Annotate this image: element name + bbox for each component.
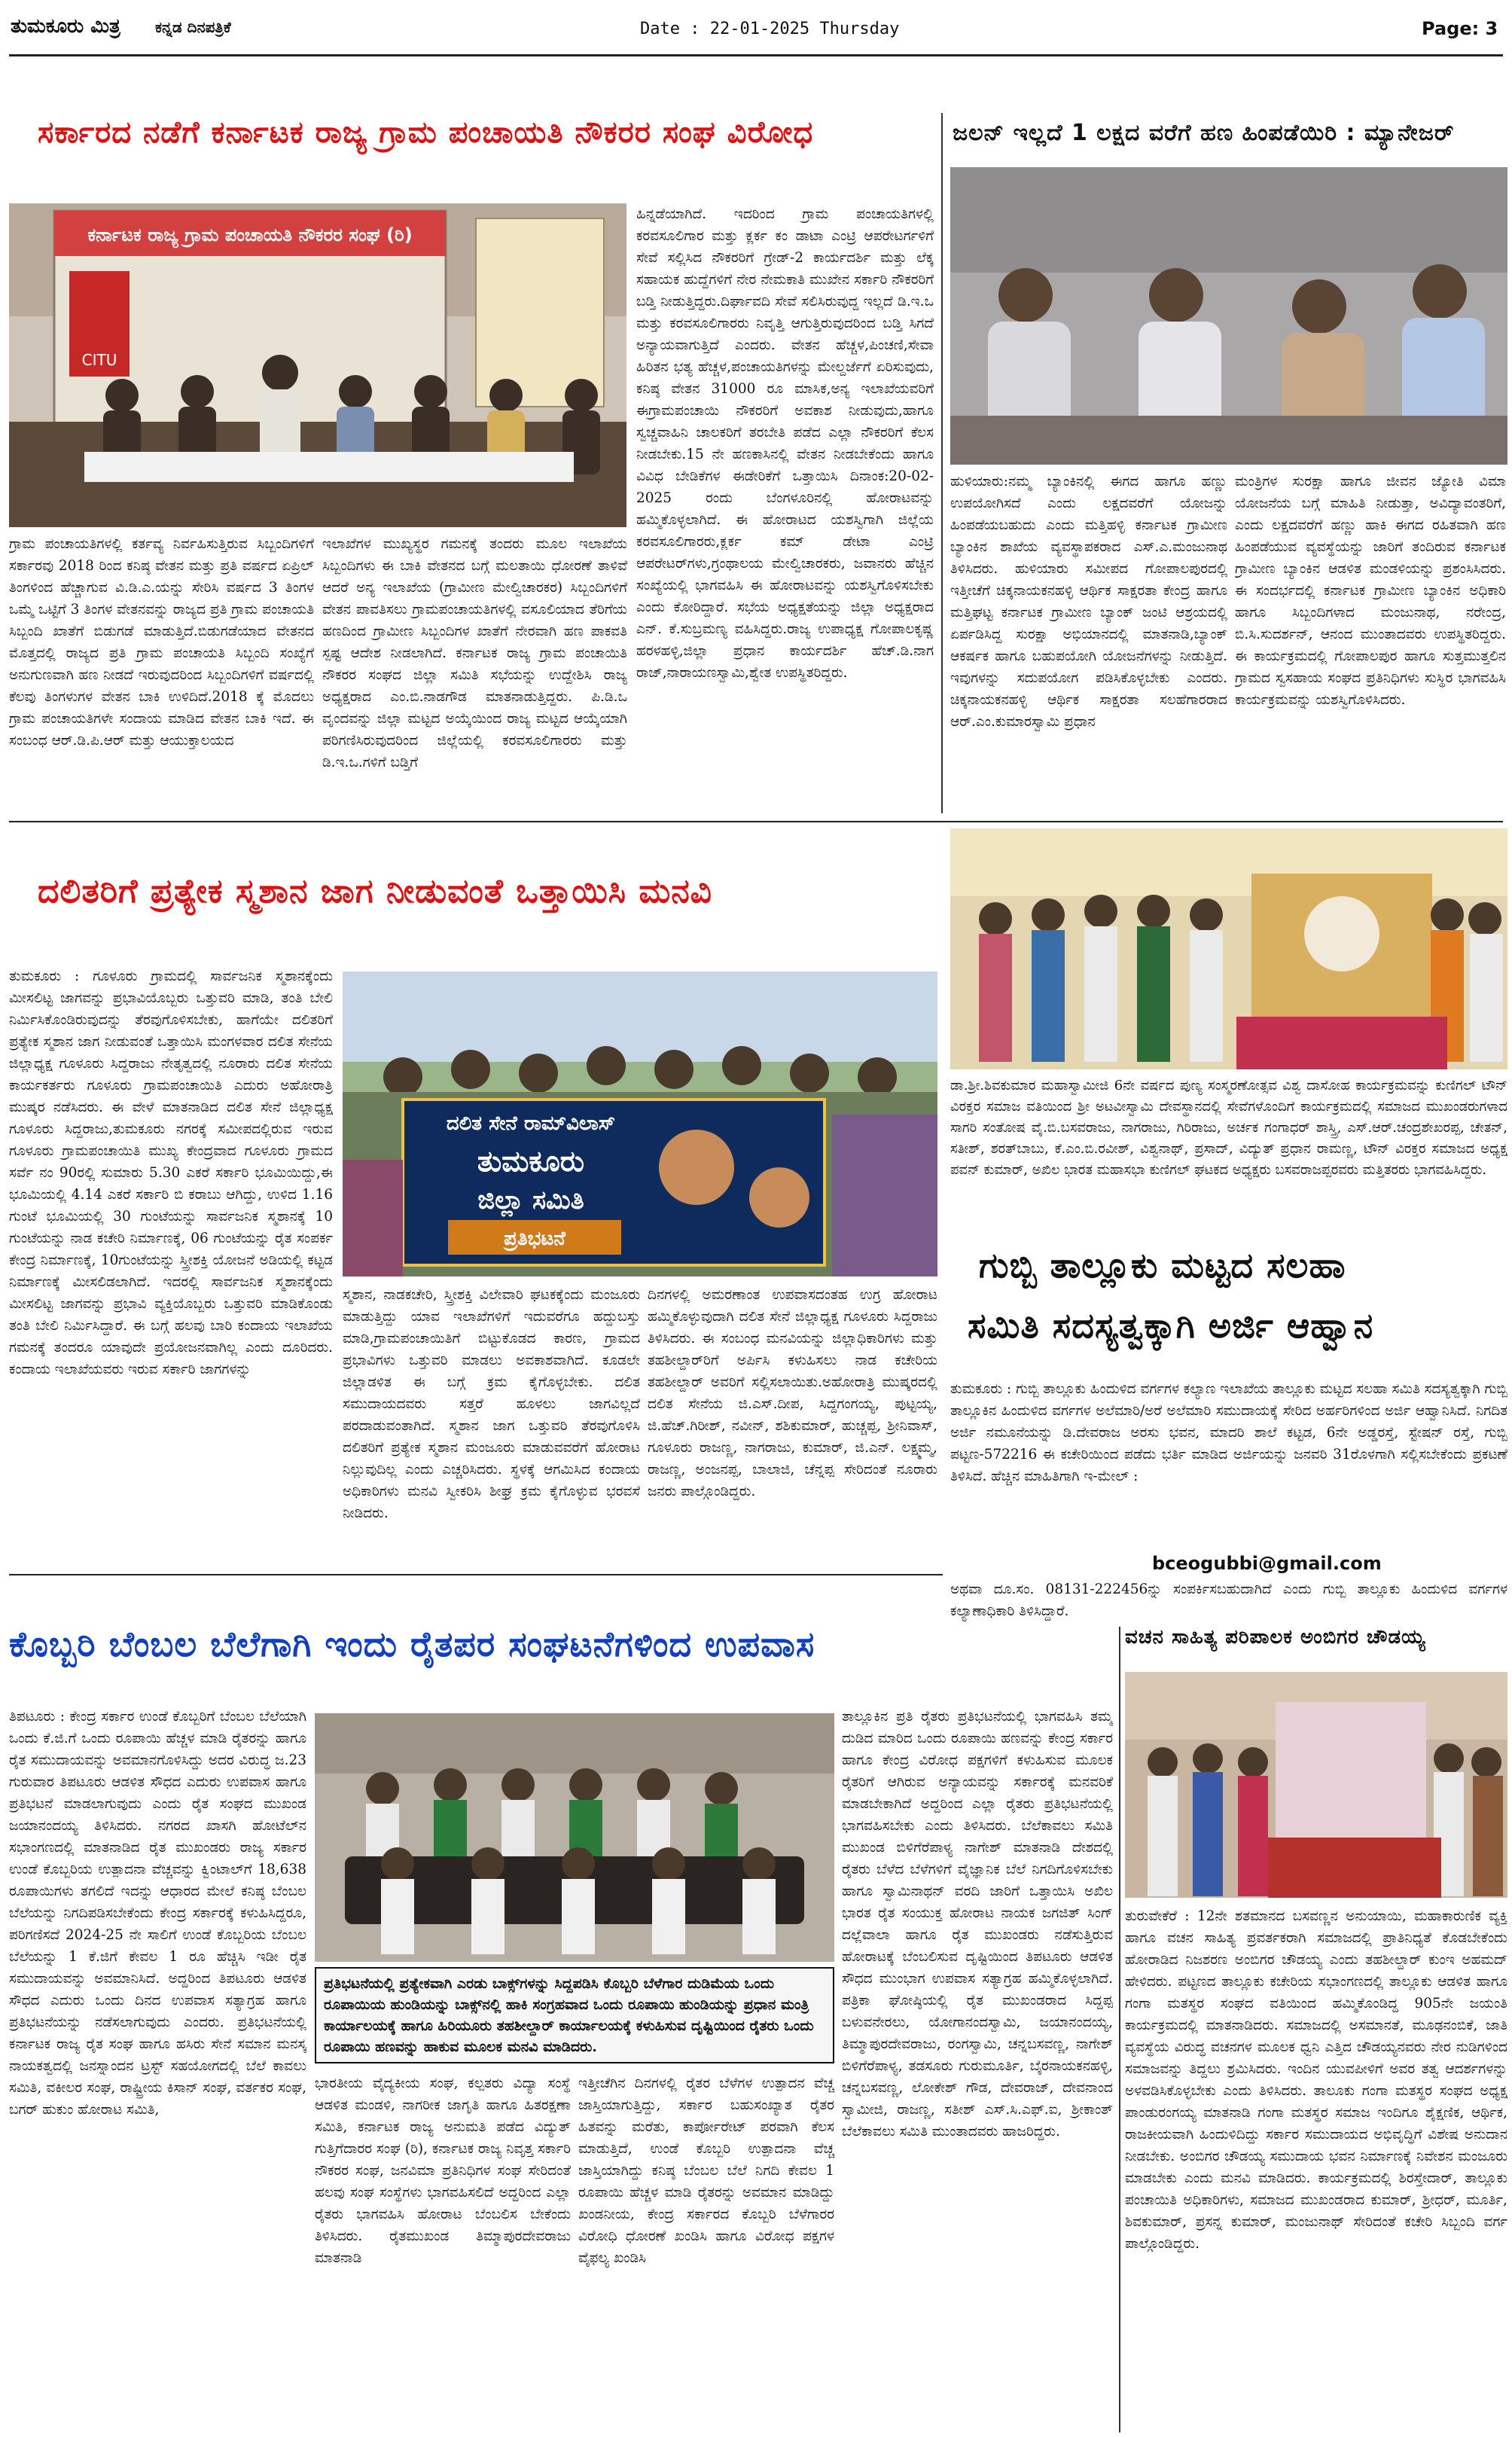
article1-column-2: ಇಲಾಖೆಗಳ ಮುಖ್ಯಸ್ಥರ ಗಮನಕ್ಕೆ ತಂದರು ಮೂಲ ಇಲಾಖೆಯ ಸಿಬ್ಬಂದಿಗಳು ಈ ಬಾಕಿ ವೇತನದ ಬಗ್ಗೆ ಮಲತಾಯಿ ಧೋರಣೆ ತಾಳಿವೆ ಆದರೆ ಅನ್ಯ ಇಲಾಖೆಯ (ಗ್ರಾಮೀಣ ಮೇಲ್ವಿಚಾರಕರ) ಸಿಬ್ಬಂದಿಗಳಿಗೆ ವೇತನ ಪಾವತಿಸಲು ಗ್ರಾಮಪಂಚಾಯತಿಗಳಲ್ಲಿ ವಸೂಲಿಯಾದ ತೆರಿಗೆಯ ಹಣದಿಂದ ಗ್ರಾಮೀಣ ಸಿಬ್ಬಂದಿಗಳ ಖಾತೆಗೆ ನೇರವಾಗಿ ಹಣ ಪಾಕವತಿ ಸ್ಪಷ್ಟ ಆದೇಶ ನೀಡಲಾಗಿದೆ. ಕರ್ನಾಟಕ ರಾಜ್ಯ ಗ್ರಾಮ ಪಂಚಾಯಿತಿ ನೌಕರರ ಸಂಘದ ಜಿಲ್ಲಾ ಸಮಿತಿ ಸಭೆಯನ್ನು ಉದ್ದೇಶಿಸಿ ರಾಜ್ಯ ಅಧ್ಯಕ್ಷರಾದ ಎಂ.ಬಿ.ನಾಡಗೌಡ ಮಾತನಾಡುತ್ತಿದ್ದರು. ಪಿ.ಡಿ.ಒ ವೃಂದವನ್ನು ಜಿಲ್ಲಾ ಮಟ್ಟದ ಅಯ್ಕೆಯಿಂದ ರಾಜ್ಯ ಮಟ್ಟದ ಆಯ್ಕೆಯಾಗಿ ಪರಿಗಣಿಸಿರುವುದರಿಂದ ಜಿಲ್ಲೆಯಲ್ಲಿ ಕರವಸೂಲಿಗಾರರು ಮತ್ತು ಡಿ.ಇ.ಒ.ಗಳಿಗೆ ಬಡ್ತಿಗೆ (322, 536, 627, 770)
ceremony-photo-illustration (950, 828, 1507, 1069)
bank-officials-illustration (950, 167, 1507, 465)
article4-photo (950, 828, 1507, 1069)
article6-column-2: ಭಾರತೀಯ ವೈದ್ಯಕೀಯ ಸಂಘ, ಕಲ್ಪತರು ವಿದ್ಯಾ ಸಂಸ್ಥೆ ಆಡಳಿತ ಮಂಡಳಿ, ನಾಗರೀಕ ಜಾಗೃತಿ ಹಾಗೂ ಹಿತರಕ್ಷಣಾ ಸಮಿತಿ, ಕರ್ನಾಟಕ ರಾಜ್ಯ ಅನುಮತಿ ಪಡೆದ ವಿದ್ಯುತ್ ಗುತ್ತಿಗೆದಾರರ ಸಂಘ (ರಿ), ಕರ್ನಾಟಕ ರಾಜ್ಯ ನಿವೃತ್ತ ಸರ್ಕಾರಿ ನೌಕರರ ಸಂಘ, ಜನವಿಮಾ ಪ್ರತಿನಿಧಿಗಳ ಸಂಘ ಸೇರಿದಂತೆ ಹಲವು ಸಂಘ ಸಂಸ್ಥೆಗಳು ಭಾಗವಹಿಸಲಿದೆ ಅದ್ದರಿಂದ ಎಲ್ಲಾ ರೈತರು ಭಾಗವಹಿಸಿ ಹೋರಾಟ ಬೆಂಬಲಿಸ ಬೇಕೆಂದು ತಿಳಿಸಿದರು. ರೈತಮುಖಂಡ ತಿಮ್ಮಾಪುರದೇವರಾಜು ಮಾತನಾಡಿ (315, 2076, 571, 2266)
banner-title: ಕರ್ನಾಟಕ ರಾಜ್ಯ ಗ್ರಾಮ ಪಂಚಾಯತಿ ನೌಕರರ ಸಂಘ (ರಿ) (87, 224, 413, 246)
column-divider-2 (1119, 1627, 1120, 2432)
article2-headline: ಜಲನ್ ಇಲ್ಲದೆ 1 ಲಕ್ಷದ ವರೆಗೆ ಹಣ ಹಿಂಪಡೆಯಿರಿ : ಮ್ಯಾನೇಜರ್ (953, 120, 1455, 146)
article5-body: ತುಮಕೂರು : ಗುಬ್ಬಿ ತಾಲ್ಲೂಕು ಹಿಂದುಳಿದ ವರ್ಗಗಳ ಕಲ್ಯಾಣ ಇಲಾಖೆಯ ತಾಲ್ಲೂಕು ಮಟ್ಟದ ಸಲಹಾ ಸಮಿತಿ ಸದಸ್ಯತ್ವಕ್ಕಾಗಿ ಗುಬ್ಬಿ ತಾಲ್ಲೂಕಿನ ಹಿಂದುಳಿದ ವರ್ಗಗಳ ಅಲೆಮಾರಿ/ಅರೆ ಅಲೆಮಾರಿ ಸಮುದಾಯಕ್ಕೆ ಸೇರಿದ ಅರ್ಹರಿಗಳಿಂದ ಅರ್ಜಿ ಆಹ್ವಾನಿಸಿದೆ. ನಿಗದಿತ ಅರ್ಜಿ ನಮೂನೆಯನ್ನು ಡಿ.ದೇವರಾಜ ಅರಸು ಭವನ, ಮಾದರಿ ಶಾಲೆ ಕಟ್ಟಡ, 6ನೇ ಅಡ್ಡರಸ್ತೆ, ಸ್ಟೇಷನ್ ರಸ್ತೆ, ಗುಬ್ಬಿ ಪಟ್ಟಣ-572216 ಈ ಕಚೇರಿಯಿಂದ ಪಡೆದು ಭರ್ತಿ ಮಾಡಿದ ಅರ್ಜಿಯನ್ನು ಜನವರಿ 31ರೊಳಗಾಗಿ ಸಲ್ಲಿಸಬೇಕೆಂದು ಪ್ರಕಟಣೆ ತಿಳಿಸಿದೆ. ಹೆಚ್ಚಿನ ಮಾಹಿತಿಗಾಗಿ ಇ-ಮೇಲ್ : (950, 1381, 1507, 1484)
jayanti-event-illustration (1125, 1672, 1507, 1898)
page-number: Page: 3 (1422, 18, 1498, 39)
section-rule-2 (9, 1574, 943, 1575)
farmers-meeting-illustration (315, 1713, 834, 1962)
article6-column-1: ತಿಪಟೂರು : ಕೇಂದ್ರ ಸರ್ಕಾರ ಉಂಡೆ ಕೊಬ್ಬರಿಗೆ ಬೆಂಬಲ ಬೆಲೆಯಾಗಿ ಒಂದು ಕೆ.ಜಿ.ಗೆ ಒಂದು ರೂಪಾಯಿ ಹೆಚ್ಚಳ ಮಾಡಿ ರೈತರನ್ನು ಹಾಗೂ ರೈತ ಸಮುದಾಯವನ್ನು ಅವಮಾನಗೊಳಿಸಿದ್ದು ಅದರ ವಿರುದ್ಧ ಜ.23 ಗುರುವಾರ ತಿಪಟೂರು ಆಡಳಿತ ಸೌಧದ ಎದುರು ಉಪವಾಸ ಹಾಗೂ ಪ್ರತಿಭಟನೆ ಮಾಡಲಾಗುವುದು ಎಂದು ರೈತ ಸಂಘದ ಮುಖಂಡ ಜಯಾನಂದಯ್ಯ ತಿಳಿಸಿದರು. ನಗರದ ಖಾಸಗಿ ಹೋಟೆಲ್‌ನ ಸಭಾಂಗಣದಲ್ಲಿ ಮಾತನಾಡಿದ ರೈತ ಮುಖಂಡರು ರಾಜ್ಯ ಸರ್ಕಾರ ಉಂಡೆ ಕೊಬ್ಬರಿಯ ಉತ್ಪಾದನಾ ವೆಚ್ಚವನ್ನು ಕ್ವಿಂಟಾಲ್‌ಗೆ 18,638 ರೂಪಾಯಿಗಳು ತಗಲಿದೆ ಇದನ್ನು ಆಧಾರದ ಮೇಲೆ ಕನಿಷ್ಠ ಬೆಂಬಲ ಬೆಲೆಯನ್ನು ನಿಗದಿಪಡಿಸಬೇಕೆಂದು ಕೇಂದ್ರ ಸರ್ಕಾರಕ್ಕೆ ಕಳುಹಿಸಿದ್ದರೂ, ಪರಿಗಣಿಸದೆ 2024-25 ನೇ ಸಾಲಿಗೆ ಉಂಡೆ ಕೊಬ್ಬರಿಯ ಬೆಂಬಲ ಬೆಲೆಯನ್ನು 1 ಕೆ.ಜಿಗೆ ಕೇವಲ 1 ರೂ ಹೆಚ್ಚಿಸಿ ಇಡೀ ರೈತ ಸಮುದಾಯವನ್ನು ಅವಮಾನಿಸಿದೆ. ಅದ್ದರಿಂದ ತಿಪಟೂರು ಆಡಳಿತ ಸೌಧದ ಎದುರು ಒಂದು ದಿನದ ಉಪವಾಸ ಸತ್ಯಾಗ್ರಹ ಹಾಗೂ ಪ್ರತಿಭಟನೆಯನ್ನು ನಡೆಸಲಾಗುವುದು ಎಂದರು. ಪ್ರತಿಭಟನೆಯಲ್ಲಿ ಕರ್ನಾಟಕ ರಾಜ್ಯ ರೈತ ಸಂಘ ಹಾಗೂ ಹಸಿರು ಸೇನೆ ಸಮಾನ ಮನಸ್ಕ ನಾಯಕತ್ವದಲ್ಲಿ ಜನಸ್ನಾಂದನ ಟ್ರಸ್ಟ್ ಸಹಯೋಗದಲ್ಲಿ ಬೆಲೆ ಕಾವಲು ಸಮಿತಿ, ವಕೀಲರ ಸಂಘ, ರಾಷ್ಟ್ರೀಯ ಕಿಸಾನ್ ಸಂಘ, ವರ್ತಕರ ಸಂಘ, ಬಗರ್ ಹುಕುಂ ಹೋರಾಟ ಸಮಿತಿ, (9, 1709, 306, 2118)
article3-column-3: ದಿನಗಳಲ್ಲಿ ಅಮರಣಾಂತ ಉಪವಾಸದಂತಹ ಉಗ್ರ ಹೋರಾಟ ಹಮ್ಮಿಕೊಳ್ಳುವುದಾಗಿ ದಲಿತ ಸೇನೆ ಜಿಲ್ಲಾಧ್ಯಕ್ಷ ಗೂಳೂರು ಸಿದ್ದರಾಜು ತಿಳಿಸಿದರು. ಈ ಸಂಬಂಧ ಮನವಿಯನ್ನು ಜಿಲ್ಲಾಧಿಕಾರಿಗಳು ಮತ್ತು ತಹಶೀಲ್ದಾರ್‌ರಿಗೆ ಅರ್ಪಿಸಿ ಕಳುಹಿಸಲು ನಾಡ ಕಚೇರಿಯ ತಹಶೀಲ್ದಾರ್ ಅವರಿಗೆ ಸಲ್ಲಿಸಲಾಯಿತು.ಅಹೋರಾತ್ರಿ ಮುಷ್ಕರದಲ್ಲಿ ದಲಿತ ಸೇನೆಯ ಜಿ.ಎಸ್.ದೀಪ, ಸಿದ್ದಗಂಗಯ್ಯ, ಪುಟ್ಟಯ್ಯ, ಜಿ.ಹೆಚ್.ಗಿರೀಶ್, ನವೀನ್, ಶಶಿಕುಮಾರ್, ಹುಚ್ಚಪ್ಪ, ಶ್ರೀನಿವಾಸ್, ಗೂಳೂರು ರಾಜಣ್ಣ, ನಾಗರಾಜು, ಕುಮಾರ್, ಜಿ.ಎನ್. ಲಕ್ಷ್ಮಮ್ಮ, ರಾಜಣ್ಣ, ಅಂಜನಪ್ಪ, ಬಾಲಾಜಿ, ಚೆನ್ನಪ್ಪ ಸೇರಿದಂತೆ ನೂರಾರು ಜನರು ಪಾಲ್ಗೊಂಡಿದ್ದರು. (648, 1287, 937, 1499)
article7-body: ತುರುವೇಕೆರೆ : 12ನೇ ಶತಮಾನದ ಬಸವಣ್ಣನ ಅನುಯಾಯಿ, ಮಹಾಕಾರುಣಿಕ ವ್ಯಕ್ತಿ ಹಾಗೂ ವಚನ ಸಾಹಿತ್ಯ ಪ್ರವರ್ತಕರಾಗಿ ಸಮಾಜದಲ್ಲಿ ಪ್ರಾತಿನಿಧ್ಯತೆ ಕೊಡಬೇಕೆಂದು ಹೋರಾಡಿದ ನಿಜಶರಣ ಅಂಬಿಗರ ಚೌಡಯ್ಯ ಎಂದು ತಹಶೀಲ್ದಾರ್ ಕುಂಇ ಅಹಮದ್ ಹೇಳಿದರು. ಪಟ್ಟಣದ ತಾಲ್ಲೂಕು ಕಚೇರಿಯ ಸಭಾಂಗಣದಲ್ಲಿ ತಾಲ್ಲೂಕು ಆಡಳಿತ ಹಾಗೂ ಗಂಗಾ ಮತಸ್ಥರ ಸಂಘದ ವತಿಯಿಂದ ಹಮ್ಮಿಕೊಂಡಿದ್ದ 905ನೇ ಜಯಂತಿ ಕಾರ್ಯಕ್ರಮದಲ್ಲಿ ಮಾತನಾಡಿದರು. ಸಮಾಜದಲ್ಲಿ ಅಸಮಾನತೆ, ಮೂಢನಂಬಿಕೆ, ಜಾತಿ ವ್ಯವಸ್ಥೆಯ ವಿರುದ್ಧ ವಚನಗಳ ಮೂಲಕ ಧ್ವನಿ ಎತ್ತಿದ ಚೌಡಯ್ಯನವರು ನೇರ ನುಡಿಗಳಿಂದ ಸಮಾಜವನ್ನು ತಿದ್ದಲು ಶ್ರಮಿಸಿದರು. ಇಂದಿನ ಯುವಪೀಳಿಗೆ ಅವರ ತತ್ವ ಆದರ್ಶಗಳನ್ನು ಅಳವಡಿಸಿಕೊಳ್ಳಬೇಕು ಎಂದು ತಿಳಿಸಿದರು. ತಾಲೂಕು ಗಂಗಾ ಮತಸ್ಥರ ಸಂಘದ ಅಧ್ಯಕ್ಷ ಪಾಂಡುರಂಗಯ್ಯ ಮಾತನಾಡಿ ಗಂಗಾ ಮತಸ್ಥರ ಸಮಾಜ ಇಂದಿಗೂ ಶೈಕ್ಷಣಿಕ, ಆರ್ಥಿಕ, ರಾಜಕೀಯವಾಗಿ ಹಿಂದುಳಿದಿದ್ದು ಸರ್ಕಾರ ಸಮುದಾಯದ ಅಭಿವೃದ್ಧಿಗೆ ವಿಶೇಷ ಅನುದಾನ ನೀಡಬೇಕು. ಅಂಬಿಗರ ಚೌಡಯ್ಯ ಸಮುದಾಯ ಭವನ ನಿರ್ಮಾಣಕ್ಕೆ ನಿವೇಶನ ಮಂಜೂರು ಮಾಡಬೇಕು ಎಂದು ಮನವಿ ಮಾಡಿದರು. ಕಾರ್ಯಕ್ರಮದಲ್ಲಿ ಶಿರಸ್ತೇದಾರ್, ತಾಲ್ಲೂಕು ಪಂಚಾಯಿತಿ ಅಧಿಕಾರಿಗಳು, ಸಮಾಜದ ಮುಖಂಡರಾದ ಕುಮಾರ್, ಶ್ರೀಧರ್, ಮೂರ್ತಿ, ಶಿವಕುಮಾರ್, ಪ್ರಸನ್ನ ಕುಮಾರ್, ಮಂಜುನಾಥ್ ಸೇರಿದಂತೆ ಕಚೇರಿ ಸಿಬ್ಬಂದಿ ವರ್ಗ ಪಾಲ್ಗೊಂಡಿದ್ದರು. (1125, 1908, 1507, 2252)
article7-headline: ವಚನ ಸಾಹಿತ್ಯ ಪರಿಪಾಲಕ ಅಂಬಿಗರ ಚೌಡಯ್ಯ (1125, 1627, 1426, 1649)
article3-column-1: ತುಮಕೂರು : ಗೂಳೂರು ಗ್ರಾಮದಲ್ಲಿ ಸಾರ್ವಜನಿಕ ಸ್ಮಶಾನಕ್ಕೆಂದು ಮೀಸಲಿಟ್ಟ ಜಾಗವನ್ನು ಪ್ರಭಾವಿಯೊಬ್ಬರು ಒತ್ತುವರಿ ಮಾಡಿ, ತಂತಿ ಬೇಲಿ ನಿರ್ಮಿಸಿಕೊಂಡಿರುವುದನ್ನು ತೆರವುಗೊಳಿಸಬೇಕು, ಹಾಗೆಯೇ ದಲಿತರಿಗೆ ಪ್ರತ್ಯೇಕ ಸ್ಮಶಾನ ಜಾಗ ನೀಡುವಂತೆ ಒತ್ತಾಯಿಸಿ ಮಂಗಳವಾರ ದಲಿತ ಸೇನೆಯ ಜಿಲ್ಲಾಧ್ಯಕ್ಷ ಗೂಳೂರು ಸಿದ್ದರಾಜು ನೇತೃತ್ವದಲ್ಲಿ ನೂರಾರು ದಲಿತ ಸೇನೆಯ ಕಾರ್ಯಕರ್ತರು ಗೂಳೂರು ಗ್ರಾಮಪಂಚಾಯಿತಿ ಎದುರು ಅಹೋರಾತ್ರಿ ಮುಷ್ಕರ ನಡೆಸಿದರು. ಈ ವೇಳೆ ಮಾತನಾಡಿದ ದಲಿತ ಸೇನೆ ಜಿಲ್ಲಾಧ್ಯಕ್ಷ ಗೂಳೂರು ಸಿದ್ದರಾಜು,ತುಮಕೂರು ನಗರಕ್ಕೆ ಸಮೀಪದಲ್ಲಿರುವ ಇರುವ ಗೂಳೂರು ಗ್ರಾಮಪಂಚಾಯಿತಿ ಮುಖ್ಯ ಕೇಂದ್ರವಾದ ಗೂಳೂರು ಗ್ರಾಮದ ಸರ್ವೆ ನಂ 90ರಲ್ಲಿ ಸುಮಾರು 5.30 ಎಕರೆ ಸರ್ಕಾರಿ ಭೂಮಿಯಿದ್ದು,ಈ ಭೂಮಿಯಲ್ಲಿ 4.14 ಎಕರೆ ಸರ್ಕಾರಿ ಬಿ ಕರಾಬು ಆಗಿದ್ದು, ಉಳಿದ 1.16 ಗುಂಟೆ ಭೂಮಿಯಲ್ಲಿ 30 ಗುಂಟೆಯನ್ನು ಸಾರ್ವಜನಿಕ ಸ್ಮಶಾನಕ್ಕೆ 10 ಗುಂಟೆಯನ್ನು ನಾಡ ಕಚೇರಿ ನಿರ್ಮಾಣಕ್ಕೆ, 06 ಗುಂಟೆಯನ್ನು ರೈತ ಸಂಪರ್ಕ ಕೇಂದ್ರ ನಿರ್ಮಾಣಕ್ಕೆ, 10ಗುಂಟೆಯನ್ನು ಸ್ತ್ರೀಶಕ್ತಿ ಯೋಜನೆ ಅಡಿಯಲ್ಲಿ ಕಟ್ಟಡ ನಿರ್ಮಾಣಕ್ಕೆ ಮೀಸಲಿಡಲಾಗಿದೆ. ಇದರಲ್ಲಿ ಸಾರ್ವಜನಿಕ ಸ್ಮಶಾನಕ್ಕೆಂದು ಮೀಸಲಿಟ್ಟ ಜಾಗವನ್ನು ಪ್ರಭಾವಿ ವ್ಯಕ್ತಿಯೊಬ್ಬರು ಒತ್ತುವರಿ ಮಾಡಿಕೊಂಡು ತಂತಿ ಬೇಲಿ ನಿರ್ಮಿಸಿದ್ದಾರೆ. ಈ ಬಗ್ಗೆ ಹಲವು ಬಾರಿ ಕಂದಾಯ ಇಲಾಖೆಯ ಗಮನಕ್ಕೆ ತಂದರೂ ಯಾವುದೇ ಪ್ರಯೋಜನವಾಗಿಲ್ಲ ಎಂದು ದೂರಿದರು. ಕಂದಾಯ ಇಲಾಖೆಯವರು ಇರುವ ಸರ್ಕಾರಿ ಜಾಗಗಳನ್ನು (9, 968, 333, 1377)
section-rule-1 (9, 821, 1503, 822)
meeting-photo-illustration (9, 203, 626, 527)
banner-line-1: ದಲಿತ ಸೇನೆ ರಾಮ್‌ವಿಲಾಸ್ (446, 1112, 616, 1135)
protest-photo-illustration (343, 971, 937, 1276)
article3-column-2: ಸ್ಮಶಾನ, ನಾಡಕಚೇರಿ, ಸ್ತ್ರೀಶಕ್ತಿ ವಿಲೇವಾರಿ ಘಟಕಕ್ಕೆಂದು ಮಂಜೂರು ಮಾಡುತ್ತಿದ್ದು ಯಾವ ಇಲಾಖೆಗಳಿಗೆ ಇದುವರೆಗೂ ಹದ್ದುಬಸ್ತು ಮಾಡಿ,ಗ್ರಾಮಪಂಚಾಯಿತಿಗೆ ಬಿಟ್ಟುಕೊಡದ ಕಾರಣ, ಗ್ರಾಮದ ಪ್ರಭಾವಿಗಳು ಒತ್ತುವರಿ ಮಾಡಲು ಅವಕಾಶವಾಗಿದೆ. ಕೂಡಲೇ ಜಿಲ್ಲಾಡಳಿತ ಈ ಬಗ್ಗೆ ಕ್ರಮ ಕೈಗೊಳ್ಳಬೇಕು. ದಲಿತ ಸಮುದಾಯದವರು ಸತ್ತರೆ ಹೂಳಲು ಜಾಗವಿಲ್ಲದೆ ಪರದಾಡುವಂತಾಗಿದೆ. ಸ್ಮಶಾನ ಜಾಗ ಒತ್ತುವರಿ ತೆರವುಗೊಳಿಸಿ ದಲಿತರಿಗೆ ಪ್ರತ್ಯೇಕ ಸ್ಮಶಾನ ಮಂಜೂರು ಮಾಡುವವರೆಗೆ ಹೋರಾಟ ನಿಲ್ಲುವುದಿಲ್ಲ ಎಂದು ಎಚ್ಚರಿಸಿದರು. ಸ್ಥಳಕ್ಕೆ ಆಗಮಿಸಿದ ಕಂದಾಯ ಅಧಿಕಾರಿಗಳು ಮನವಿ ಸ್ವೀಕರಿಸಿ ಶೀಘ್ರ ಕ್ರಮ ಕೈಗೊಳ್ಳುವ ಭರವಸೆ ನೀಡಿದರು. (343, 1287, 640, 1521)
article5-headline-line1: ಗುಬ್ಬಿ ತಾಲ್ಲೂಕು ಮಟ್ಟದ ಸಲಹಾ (979, 1246, 1346, 1286)
article2-column-1: ಹುಳಿಯಾರು:ನಮ್ಮ ಬ್ಯಾಂಕಿನಲ್ಲಿ ಈಗದ ಹಾಗೂ ಹಣ್ಣು ಉಪಯೋಗಿಸದೆ ಎಂದು ಲಕ್ಷದವರೆಗೆ ಯೋಜನ್ನು ಹಿಂಪಡೆಯಬಹುದು ಎಂದು ಮತ್ತಿಹಳ್ಳಿ ಕರ್ನಾಟಕ ಗ್ರಾಮೀಣ ಬ್ಯಾಂಕಿನ ಶಾಖೆಯ ವ್ಯವಸ್ಥಾಪಕರಾದ ಎಸ್.ಎ.ಮಂಜುನಾಥ ತಿಳಿಸಿದರು. ಹುಳಿಯಾರು ಸಮೀಪದ ಗೋಪಾಲಪುರದಲ್ಲಿ ಇತ್ತೀಚೆಗೆ ಚಿಕ್ಕನಾಯಕನಹಳ್ಳಿ ಆರ್ಥಿಕ ಸಾಕ್ಷರತಾ ಕೇಂದ್ರ ಹಾಗೂ ಮತ್ತಿಘಟ್ಟ ಕರ್ನಾಟಕ ಗ್ರಾಮೀಣ ಬ್ಯಾಂಕ್ ಜಂಟಿ ಆಶ್ರಯದಲ್ಲಿ ಏರ್ಪಡಿಸಿದ್ದ ಸುರಕ್ಷಾ ಅಭಿಯಾನದಲ್ಲಿ ಮಾತನಾಡಿ,ಬ್ಯಾಂಕ್ ಆಕರ್ಷಕ ಹಾಗೂ ಬಹುಪಯೋಗಿ ಯೋಜನೆಗಳನ್ನು ನೀಡುತ್ತಿದೆ. ಇವುಗಳನ್ನು ಸದುಪಯೋಗ ಪಡಿಸಿಕೊಳ್ಳಬೇಕು ಎಂದರು. ಚಿಕ್ಕನಾಯಕನಹಳ್ಳಿ ಆರ್ಥಿಕ ಸಾಕ್ಷರತಾ ಸಲಹೆಗಾರರಾದ ಆರ್.ಎಂ.ಕುಮಾರಸ್ವಾಮಿ ಪ್ರಧಾನ (950, 474, 1227, 730)
masthead-rule (9, 54, 1503, 56)
contact-email: bceogubbi@gmail.com (1152, 1553, 1382, 1574)
article2-column-2: ಮಂತ್ರಿಗಳ ಸುರಕ್ಷಾ ಹಾಗೂ ಜೀವನ ಜ್ಯೋತಿ ವಿಮಾ ಯೋಜನೆಯ ಬಗ್ಗೆ ಮಾಹಿತಿ ನೀಡುತ್ತಾ, ಅವಿದ್ಯಾವಂತರಿಗೆ, ಎಂದು ಲಕ್ಷದವರೆಗೆ ಹಣ್ಣು ಹಾಕಿ ಈಗದ ರಹಿತವಾಗಿ ಹಣ ಹಿಂಪಡೆಯುವ ವ್ಯವಸ್ಥೆಯನ್ನು ಜಾರಿಗೆ ತಂದಿರುವ ಕರ್ನಾಟಕ ಗ್ರಾಮೀಣ ಬ್ಯಾಂಕಿನ ಆಡಳಿತ ಮಂಡಳಿಯನ್ನು ಪ್ರಶಂಸಿಸಿದರು. ಈ ಸಂದರ್ಭದಲ್ಲಿ ಕರ್ನಾಟಕ ಗ್ರಾಮೀಣ ಬ್ಯಾಂಕಿನ ಅಧಿಕಾರಿ ಹಾಗೂ ಸಿಬ್ಬಂದಿಗಳಾದ ಮಂಜುನಾಥ, ನರೇಂದ್ರ, ಬಿ.ಸಿ.ಸುದರ್ಶನ್, ಆನಂದ ಮುಂತಾದವರು ಉಪಸ್ಥಿತರಿದ್ದರು. ಈ ಕಾರ್ಯಕ್ರಮದಲ್ಲಿ ಗೋಪಾಲಪುರ ಹಾಗೂ ಸುತ್ತಮುತ್ತಲಿನ ಗ್ರಾಮದ ಸ್ವಸಹಾಯ ಸಂಘದ ಪ್ರತಿನಿಧಿಗಳು ಸುಸ್ಥಿರ ಭಾಗವಹಿಸಿ ಕಾರ್ಯಕ್ರಮವನ್ನು ಯಶಸ್ವಿಗೊಳಿಸಿದರು. (1235, 474, 1506, 708)
article6-headline: ಕೊಬ್ಬರಿ ಬೆಂಬಲ ಬೆಲೆಗಾಗಿ ಇಂದು ರೈತಪರ ಸಂಘಟನೆಗಳಿಂದ ಉಪವಾಸ (9, 1625, 815, 1664)
article4-caption: ಡಾ.ಶ್ರೀ.ಶಿವಕುಮಾರ ಮಹಾಸ್ವಾಮೀಜಿ 6ನೇ ವರ್ಷದ ಪುಣ್ಯ ಸಂಸ್ಮರಣೋತ್ಸವ ವಿಶ್ವ ದಾಸೋಹ ಕಾರ್ಯಕ್ರಮವನ್ನು ಕುಣಿಗಲ್ ಟೌನ್ ವಿರಕ್ತರ ಸಮಾಜ ವತಿಯಿಂದ ಶ್ರೀ ಅಟವೀಸ್ವಾಮಿ ದೇವಸ್ಥಾನದಲ್ಲಿ ಸೇವೆಗಳೊಂದಿಗೆ ಕಾರ್ಯಕ್ರಮದಲ್ಲಿ ಸಮಾಜದ ಮುಖಂಡರುಗಳಾದ ಸಾಗರಿ ಸಂತೋಷ ವೈ.ಬಿ.ಬಸವರಾಜು, ನಾಗರಾಜು, ಗಿರಿರಾಜು, ಅರ್ಚಕ ಗಂಗಾಧರ್ ಶಾಸ್ತ್ರಿ, ಎಸ್.ಆರ್.ಚಂದ್ರಶೇಖರಪ್ಪ, ಚೇತನ್, ಸತೀಶ್, ಶರತ್‌ಬಾಬು, ಕೆ.ಎಂ.ಬಿ.ರವೀಶ್, ವಿಶ್ವನಾಥ್, ಪ್ರಸಾದ್, ವಿದ್ಯುತ್ ಪ್ರಧಾನ ರಾಮಣ್ಣ, ಟೌನ್ ವಿರಕ್ತರ ಸಮಾಜದ ಅಧ್ಯಕ್ಷ ಪವನ್ ಕುಮಾರ್, ಅಖಿಲ ಭಾರತ ಮಹಾಸಭಾ ಕುಣಿಗಲ್ ಘಟಕದ ಅಧ್ಯಕ್ಷರು ಬಸವರಾಜಪ್ಪರವರು ಮತ್ತಿತರರು ಭಾಗವಹಿಸಿದ್ದರು. (950, 1078, 1507, 1178)
article1-headline: ಸರ್ಕಾರದ ನಡೆಗೆ ಕರ್ನಾಟಕ ರಾಜ್ಯ ಗ್ರಾಮ ಪಂಚಾಯತಿ ನೌಕರರ ಸಂಘ ವಿರೋಧ (38, 116, 814, 150)
article6-photo (315, 1713, 834, 1962)
masthead-subtitle: ಕನ್ನಡ ದಿನಪತ್ರಿಕೆ (155, 18, 231, 36)
article7-photo (1125, 1672, 1507, 1898)
article6-column-3: ಇತ್ತೀಚೆಗಿನ ದಿನಗಳಲ್ಲಿ ರೈತರ ಬೆಳೆಗಳ ಉತ್ಪಾದನ ವೆಚ್ಚ ಜಾಸ್ತಿಯಾಗುತ್ತಿದ್ದು, ಸರ್ಕಾರ ಬಹುಸಂಖ್ಯಾತ ರೈತರ ಹಿತವನ್ನು ಮರೆತು, ಕಾರ್ಪೋರೇಟ್ ಪರವಾಗಿ ಕೆಲಸ ಮಾಡುತ್ತಿದೆ, ಉಂಡೆ ಕೊಬ್ಬರಿ ಉತ್ಪಾದನಾ ವೆಚ್ಚ ಜಾಸ್ತಿಯಾಗಿದ್ದು ಕನಿಷ್ಠ ಬೆಂಬಲ ಬೆಲೆ ನಿಗದಿ ಕೇವಲ 1 ರೂಪಾಯಿ ಹೆಚ್ಚಳ ಮಾಡಿ ರೈತರನ್ನು ಅವಮಾನ ಮಾಡಿದ್ದು ಖಂಡನೀಯ, ಕೇಂದ್ರ ಸರ್ಕಾರದ ಕೊಬ್ಬರಿ ಬೆಳೆಗಾರರ ವಿರೋಧಿ ಧೋರಣೆ ಖಂಡಿಸಿ ಹಾಗೂ ವಿರೋಧ ಪಕ್ಷಗಳ ವೈಫಲ್ಯ ಖಂಡಿಸಿ (578, 2076, 834, 2266)
article5-headline-line2: ಸಮಿತಿ ಸದಸ್ಯತ್ವಕ್ಕಾಗಿ ಅರ್ಜಿ ಆಹ್ವಾನ (968, 1307, 1374, 1346)
article2-photo (950, 167, 1507, 465)
banner-line-2: ತುಮಕೂರು (477, 1145, 584, 1178)
masthead-logo: ತುಮಕೂರು ಮಿತ್ರ (11, 15, 120, 38)
citu-logo-text: CITU (81, 351, 117, 369)
article1-photo (9, 203, 626, 527)
banner-line-3: ಜಿಲ್ಲಾ ಸಮಿತಿ (477, 1185, 584, 1215)
article6-caption: ಪ್ರತಿಭಟನೆಯಲ್ಲಿ ಪ್ರತ್ಯೇಕವಾಗಿ ಎರಡು ಬಾಕ್ಸ್‌ಗಳನ್ನು ಸಿದ್ದಪಡಿಸಿ ಕೊಬ್ಬರಿ ಬೆಳೆಗಾರ ದುಡಿಮೆಯ ಒಂದು ರೂಪಾಯಿಯ ಹುಂಡಿಯನ್ನು ಬಾಕ್ಸ್‌ನಲ್ಲಿ ಹಾಕಿ ಸಂಗ್ರಹವಾದ ಒಂದು ರೂಪಾಯಿ ಹುಂಡಿಯನ್ನು ಪ್ರಧಾನ ಮಂತ್ರಿ ಕಾರ್ಯಾಲಯಕ್ಕೆ ಹಾಗೂ ಹಿರಿಯೂರು ತಹಶೀಲ್ದಾರ್ ಕಾರ್ಯಾಲಯಕ್ಕೆ ಕಳುಹಿಸುವ ದೃಷ್ಟಿಯಿಂದ ರೈತರು ಒಂದು ರೂಪಾಯಿ ಹಣವನ್ನು ಹಾಕುವ ಮೂಲಕ ಮನವಿ ಮಾಡಿದರು. (315, 1967, 834, 2063)
article6-column-4: ತಾಲ್ಲೂಕಿನ ಪ್ರತಿ ರೈತರು ಪ್ರತಿಭಟನೆಯಲ್ಲಿ ಭಾಗವಹಿಸಿ ತಮ್ಮ ದುಡಿದ ಮಾರಿದ ಒಂದು ರೂಪಾಯಿ ಹಣವನ್ನು ಕೇಂದ್ರ ಸರ್ಕಾರ ಹಾಗೂ ಕೇಂದ್ರ ವಿರೋಧ ಪಕ್ಷಗಳಿಗೆ ಕಳುಹಿಸುವ ಮೂಲಕ ರೈತರಿಗೆ ಆಗಿರುವ ಅನ್ಯಾಯವನ್ನು ಸರ್ಕಾರಕ್ಕೆ ಮನವರಿಕೆ ಮಾಡಬೇಕಾಗಿದೆ ಅದ್ದರಿಂದ ಎಲ್ಲಾ ರೈತರು ಪ್ರತಿಭಟನೆಯಲ್ಲಿ ಭಾಗವಹಿಸಬೇಕು ಎಂದು ತಿಳಿಸಿದರು. ಬೆಲೆಕಾವಲು ಸಮಿತಿ ಮುಖಂಡ ಬಿಳಿಗೆರೆಪಾಳ್ಯ ನಾಗೇಶ್ ಮಾತನಾಡಿ ದೇಶದಲ್ಲಿ ರೈತರು ಬೆಳೆದ ಬೆಳೆಗಳಿಗೆ ವೈಜ್ಞಾನಿಕ ಬೆಲೆ ನಿಗದಿಗೊಳಿಸಬೇಕು ಹಾಗೂ ಸ್ವಾಮಿನಾಥನ್ ವರದಿ ಜಾರಿಗೆ ಒತ್ತಾಯಿಸಿ ಅಖಿಲ ಭಾರತ ರೈತ ಸಂಯುಕ್ತ ಹೋರಾಟ ನಾಯಕ ಜಗಜಿತ್ ಸಿಂಗ್ ದಲ್ಲೆವಾಲಾ ಹಾಗೂ ರೈತ ಮುಖಂಡರು ನಡೆಸುತ್ತಿರುವ ಹೋರಾಟಕ್ಕೆ ಬೆಂಬಲಿಸುವ ದೃಷ್ಟಿಯಿಂದ ತಿಪಟೂರು ಆಡಳಿತ ಸೌಧದ ಮುಂಭಾಗ ಉಪವಾಸ ಸತ್ಯಾಗ್ರಹ ಹಮ್ಮಿಕೊಳ್ಳಲಾಗಿದೆ. ಪತ್ರಿಕಾ ಘೋಷ್ಠಿಯಲ್ಲಿ ರೈತ ಮುಖಂಡರಾದ ಸಿದ್ದಪ್ಪ ಬಳುವನೇರಲು, ಯೋಗಾನಂದಸ್ವಾಮಿ, ಜಯಾನಂದಯ್ಯ, ತಿಮ್ಮಾಪುರದೇವರಾಜು, ರಂಗಸ್ವಾಮಿ, ಚನ್ನಬಸವಣ್ಣ, ನಾಗೇಶ್ ಬಿಳಿಗೆರೆಪಾಳ್ಯ, ತಡಸೂರು ಗುರುಮೂರ್ತಿ, ಬೈರನಾಯಕನಹಳ್ಳಿ, ಚನ್ನಬಸವಣ್ಣ, ಲೋಕೇಶ್ ಗೌಡ, ದೇವರಾಜ್, ದೇವನಾಂದ ಸ್ವಾಮೀಜಿ, ರಾಜಣ್ಣ, ಸತೀಶ್ ಎಸ್.ಸಿ.ಎಫ್.ಐ, ಶ್ರೀಕಾಂತ್ ಬೆಲೆಕಾವಲು ಸಮಿತಿ ಮುಂತಾದವರು ಹಾಜರಿದ್ದರು. (842, 1709, 1113, 2140)
article3-headline: ದಲಿತರಿಗೆ ಪ್ರತ್ಯೇಕ ಸ್ಮಶಾನ ಜಾಗ ನೀಡುವಂತೆ ಒತ್ತಾಯಿಸಿ ಮನವಿ (38, 874, 713, 910)
masthead-date: Date : 22-01-2025 Thursday (640, 20, 900, 38)
article3-photo (343, 971, 937, 1276)
article5-tail: ಅಥವಾ ದೂ.ಸಂ. 08131-222456ನ್ನು ಸಂಪರ್ಕಿಸಬಹುದಾಗಿದೆ ಎಂದು ಗುಬ್ಬಿ ತಾಲ್ಲೂಕು ಹಿಂದುಳಿದ ವರ್ಗಗಳ ಕಲ್ಯಾಣಾಧಿಕಾರಿ ತಿಳಿಸಿದ್ದಾರೆ. (950, 1581, 1507, 1619)
article1-column-1: ಗ್ರಾಮ ಪಂಚಾಯತಿಗಳಲ್ಲಿ ಕರ್ತವ್ಯ ನಿರ್ವಹಿಸುತ್ತಿರುವ ಸಿಬ್ಬಂದಿಗಳಿಗೆ ಸರ್ಕಾರವು 2018 ರಿಂದ ಕನಿಷ್ಠ ವೇತನ ಮತ್ತು ಪ್ರತಿ ವರ್ಷದ ಏಪ್ರಿಲ್ ತಿಂಗಳಿಂದ ಹೆಚ್ಚಾಗುವ ವಿ.ಡಿ.ಎ.ಯನ್ನು ಸೇರಿಸಿ ವರ್ಷದ 3 ತಿಂಗಳ ಒಮ್ಮೆ ಒಟ್ಟಿಗೆ 3 ತಿಂಗಳ ವೇತನವನ್ನು ರಾಜ್ಯದ ಪ್ರತಿ ಗ್ರಾಮ ಪಂಚಾಯತಿ ಸಿಬ್ಬಂದಿ ಖಾತೆಗೆ ಬಿಡುಗಡೆ ಮಾಡುತ್ತಿದೆ.ಬಿಡುಗಡೆಯಾದ ವೇತನದ ಮೊತ್ತದಲ್ಲಿ ರಾಜ್ಯದ ಪ್ರತಿ ಗ್ರಾಮ ಪಂಚಾಯತಿ ಸಿಬ್ಬಂದಿ ಸಂಖ್ಯೆಗೆ ಅನುಗುಣವಾಗಿ ಹಣ ನೀಡದೆ ಇರುವುದರಿಂದ ಸಿಬ್ಬಂದಿಗಳಿಗೆ ವರ್ಷದಲ್ಲಿ ಕೆಲವು ತಿಂಗಳುಗಳ ವೇತನ ಬಾಕಿ ಉಳಿದಿದೆ.2018 ಕ್ಕೆ ಮೊದಲು ಗ್ರಾಮ ಪಂಚಾಯತಿಗಳೇ ಸಂದಾಯ ಮಾಡಿದ ವೇತನ ಬಾಕಿ ಇದೆ. ಈ ಸಂಬಂಧ ಆರ್.ಡಿ.ಪಿ.ಆರ್ ಮತ್ತು ಆಯುಕ್ತಾಲಯದ (9, 536, 314, 749)
column-divider (941, 113, 943, 813)
article1-column-3: ಹಿನ್ನಡೆಯಾಗಿದೆ. ಇದರಿಂದ ಗ್ರಾಮ ಪಂಚಾಯತಿಗಳಲ್ಲಿ ಕರವಸೂಲಿಗಾರ ಮತ್ತು ಕ್ಲರ್ಕ ಕಂ ಡಾಟಾ ಎಂಟ್ರಿ ಆಪರೇಟರ್ಗಳಿಗೆ ಸೇವೆ ಸಲ್ಲಿಸಿದ ನೌಕರರಿಗೆ ಗ್ರೇಡ್-2 ಕಾರ್ಯದರ್ಶಿ ಮತ್ತು ಲೆಕ್ಕ ಸಹಾಯಕ ಹುದ್ದೆಗಳಿಗೆ ನೇರ ನೇಮಕಾತಿ ಮುಖೇನ ಸರ್ಕಾರಿ ನೌಕರರಿಗೆ ಬಡ್ತಿ ನೀಡುತ್ತಿದ್ದರು.ದಿರ್ಘಾವದಿ ಸೇವೆ ಸಲಿಸಿರುವುದ್ದ ಇಲ್ಲದೆ ಡಿ.ಇ.ಒ ಮತ್ತು ಕರವಸೂಲಿಗಾರರು ನಿವೃತ್ತಿ ಆಗುತ್ತಿರುವುದರಿಂದ ಬಡ್ತಿ ಸಿಗದೆ ಅನ್ಯಾಯವಾಗುತ್ತಿದೆ ಎಂದರು. ವೇತನ ಹೆಚ್ಚಳ,ಪಿಂಚಣಿ,ಸೇವಾ ಹಿರಿತನ ಭತ್ಯ ಹೆಚ್ಚಳ,ಪಂಚಾಯತಿಗಳನ್ನು ಮೇಲ್ದರ್ಜೆಗೆ ಏರಿಸುವುದು, ಕನಿಷ್ಠ ವೇತನ 31000 ರೂ ಮಾಸಿಕ,ಅನ್ಯ ಇಲಾಖೆಯವರಿಗೆ ಈಗ್ರಾಮಪಂಚಾಯಿ ನೌಕರರಿಗೆ ಅವಕಾಶ ನೀಡುವುದು,ಹಾಗೂ ಸ್ವಚ್ಚವಾಹಿನಿ ಚಾಲಕರಿಗೆ ತರಬೇತಿ ಪಡೆದ ಎಲ್ಲಾ ನೌಕರರಿಗೆ ಕೆಲಸ ನೀಡಬೇಕು.15 ನೇ ಹಣಕಾಸಿನಲ್ಲಿ ವೇತನ ನೀಡಬೇಕೆಂದು ಹಾಗೂ ವಿವಿಧ ಬೇಡಿಕೆಗಳ ಈಡೇರಿಕೆಗೆ ಒತ್ತಾಯಿಸಿ ದಿನಾಂಕ:20-02-2025 ರಂದು ಬೆಂಗಳೂರಿನಲ್ಲಿ ಹೋರಾಟವನ್ನು ಹಮ್ಮಿಕೊಳ್ಳಲಾಗಿದೆ. ಈ ಹೋರಾಟದ ಯಶಸ್ವಿಗಾಗಿ ಜಿಲ್ಲೆಯ ಕರವಸೂಲಿಗಾರರು,ಕ್ಲರ್ಕ ಕಮ್ ಡೇಟಾ ಎಂಟ್ರಿ ಆಪರೇಟರ್‌ಗಳು,ಗ್ರಂಥಾಲಯ ಮೇಲ್ವಿಚಾರಕರು, ಜವಾನರು ಹೆಚ್ಚಿನ ಸಂಖ್ಯೆಯಲ್ಲಿ ಭಾಗವಹಿಸಿ ಈ ಹೋರಾಟವನ್ನು ಯಶಸ್ವಿಗೊಳಿಸಬೇಕು ಎಂದು ಕೋರಿದ್ದಾರೆ. ಸಭೆಯ ಅಧ್ಯಕ್ಷತೆಯನ್ನು ಜಿಲ್ಲಾ ಅಧ್ಯಕ್ಷರಾದ ಎನ್. ಕೆ.ಸುಬ್ರಮಣ್ಯ ವಹಿಸಿದ್ದರು.ರಾಜ್ಯ ಉಪಾಧ್ಯಕ್ಷ ಗೋಪಾಲಕೃಷ್ಣ ಹರಳಹಳ್ಳಿ,ಜಿಲ್ಲಾ ಪ್ರಧಾನ ಕಾರ್ಯದರ್ಶಿ ಹೆಚ್.ಡಿ.ನಾಗ ರಾಜ್,ನಾರಾಯಣಸ್ವಾಮಿ,ಶ್ವೇತ ಉಪಸ್ಥಿತರಿದ್ದರು. (636, 206, 934, 681)
banner-line-4: ಪ್ರತಿಭಟನೆ (504, 1228, 565, 1250)
